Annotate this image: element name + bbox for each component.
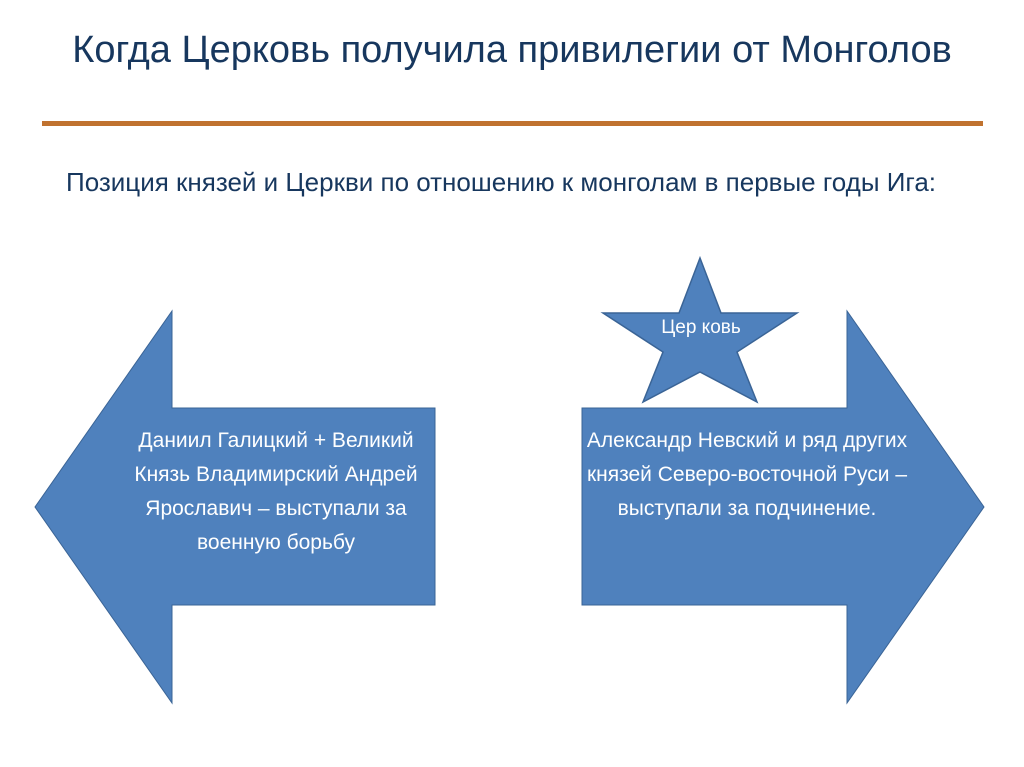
slide-title: Когда Церковь получила привилегии от Монголов [72,29,952,71]
slide-subtitle: Позиция князей и Церкви по отношению к монголам в первые годы Ига: [66,167,937,197]
left-arrow-text: Даниил Галицкий + Великий Князь Владимирский Андрей Ярославич – выступали за военную борьбу [134,429,418,554]
star-label: Цер ковь [661,317,741,338]
right-arrow-text: Александр Невский и ряд других князей Северо-восточной Руси – выступали за подчинение. [586,429,908,520]
